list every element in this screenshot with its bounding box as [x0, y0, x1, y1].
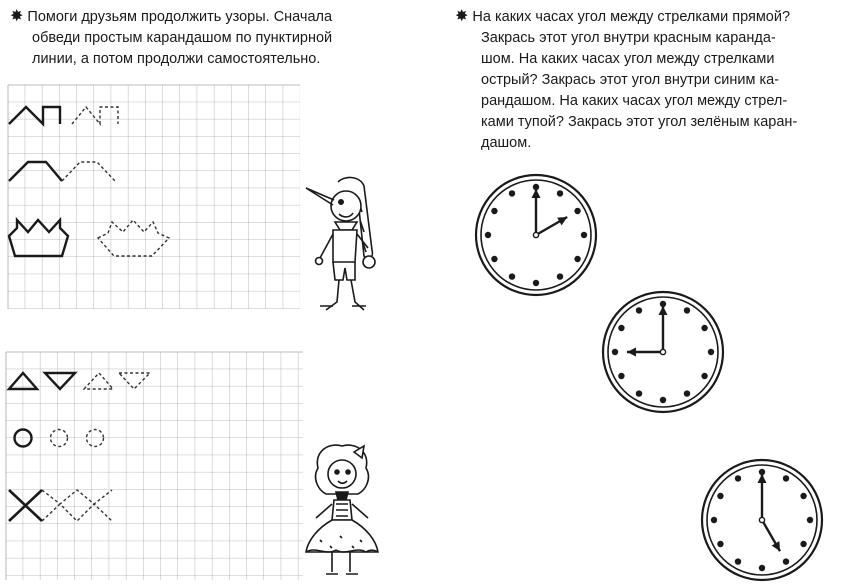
clock-hour-dot	[711, 517, 717, 523]
clock-hour-dot	[636, 390, 642, 396]
clock-hour-dot	[735, 475, 741, 481]
clock-hour-dot	[618, 325, 624, 331]
malvina-illustration	[306, 445, 378, 574]
clock-hour-dot	[783, 475, 789, 481]
clock-1	[476, 175, 596, 295]
clock-hour-dot	[557, 190, 563, 196]
task-left-line-1: Помоги друзьям продолжить узоры. Сначала	[27, 9, 333, 25]
clock-hour-dot	[759, 565, 765, 571]
clock-hour-dot	[509, 273, 515, 279]
clock-hour-dot	[660, 397, 666, 403]
clock-hour-dot	[574, 208, 580, 214]
clock-3	[702, 460, 822, 580]
task-left-line-2: обведи простым карандашом по пунктирной	[32, 30, 333, 46]
bullet-star-icon: ✸	[455, 8, 469, 25]
clock-hour-dot	[717, 493, 723, 499]
task-right-line-1: На каких часах угол между стрелками прямой?	[472, 9, 791, 25]
clock-hour-dot	[533, 280, 539, 286]
clock-hour-dot	[491, 208, 497, 214]
clock-hour-dot	[491, 256, 497, 262]
clock-hour-dot	[735, 558, 741, 564]
task-right-line-2: Закрась этот угол внутри красным каранда-	[481, 30, 776, 46]
task-right-line-6: ками тупой? Закрась этот угол зелёным каран-	[481, 114, 798, 130]
grid-top	[8, 85, 300, 309]
task-right-line-7: дашом.	[481, 135, 532, 151]
clock-hour-dot	[509, 190, 515, 196]
clock-hour-dot	[708, 349, 714, 355]
clock-2	[603, 292, 723, 412]
clock-hour-dot	[783, 558, 789, 564]
task-right-line-5: рандашом. На каких часах угол между стрел-	[481, 93, 788, 109]
clock-hour-dot	[701, 373, 707, 379]
clock-hour-dot	[701, 325, 707, 331]
clock-hour-dot	[717, 541, 723, 547]
bullet-star-icon: ✸	[10, 8, 24, 25]
task-left-line-3: линии, а потом продолжи самостоятельно.	[32, 51, 321, 67]
clock-hour-dot	[800, 493, 806, 499]
clock-hour-dot	[800, 541, 806, 547]
clock-hour-dot	[485, 232, 491, 238]
clock-center-pin	[533, 232, 538, 237]
pinocchio-illustration	[306, 177, 375, 310]
clock-hour-dot	[684, 390, 690, 396]
task-right-line-3: шом. На каких часах угол между стрелками	[481, 51, 775, 67]
task-right-line-4: острый? Закрась этот угол внутри синим ка-	[481, 72, 779, 88]
clock-center-pin	[759, 517, 764, 522]
clock-hour-dot	[581, 232, 587, 238]
grid-bottom	[6, 352, 303, 580]
clock-hour-dot	[612, 349, 618, 355]
clock-hour-dot	[684, 307, 690, 313]
clock-hour-dot	[618, 373, 624, 379]
clock-hour-dot	[574, 256, 580, 262]
clock-hour-dot	[636, 307, 642, 313]
clock-center-pin	[660, 349, 665, 354]
clock-hour-dot	[557, 273, 563, 279]
clock-hour-dot	[807, 517, 813, 523]
